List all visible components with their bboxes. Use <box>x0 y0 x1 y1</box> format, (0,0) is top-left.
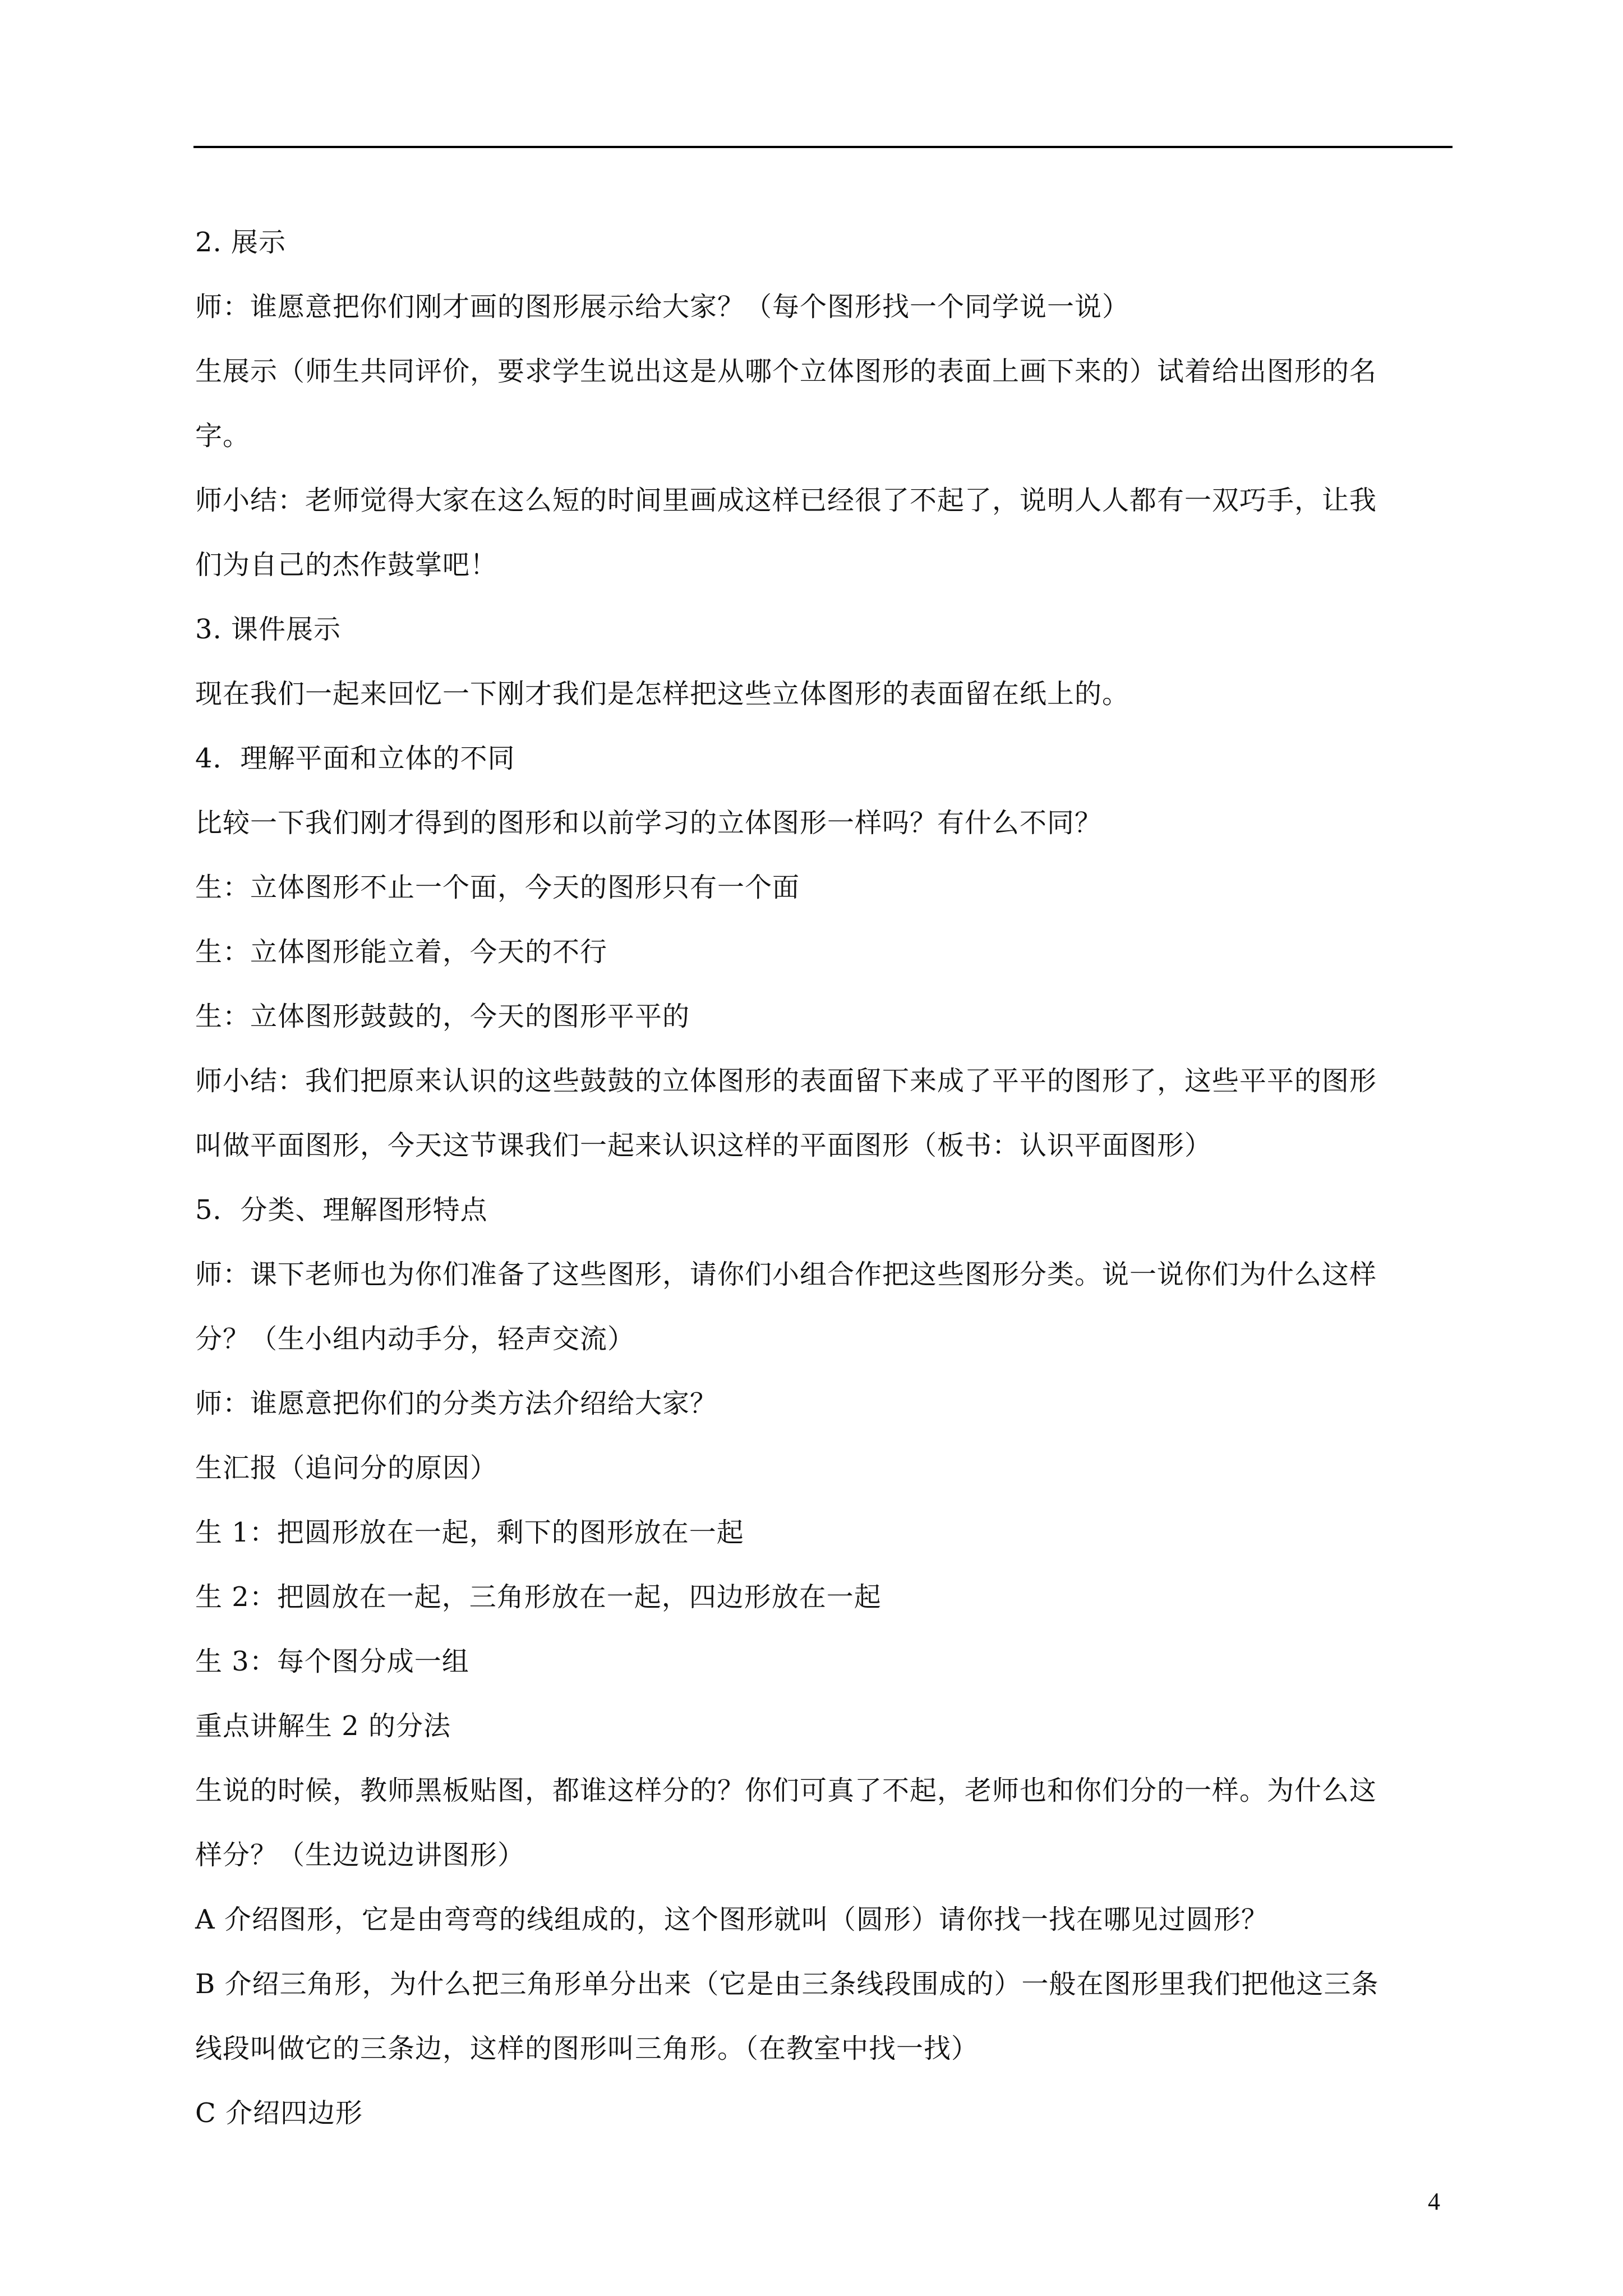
paragraph-line: 字。 <box>195 420 251 452</box>
paragraph-line: 师：课下老师也为你们准备了这些图形，请你们小组合作把这些图形分类。说一说你们为什么这样 <box>195 1259 1377 1290</box>
paragraph-line: 生：立体图形鼓鼓的，今天的图形平平的 <box>195 1001 690 1032</box>
paragraph-line: 分？（生小组内动手分，轻声交流） <box>195 1323 635 1355</box>
paragraph-line: 生 2：把圆放在一起，三角形放在一起，四边形放在一起 <box>195 1581 882 1613</box>
paragraph-line: B 介绍三角形，为什么把三角形单分出来（它是由三条线段围成的）一般在图形里我们把他这三条 <box>195 1968 1379 2000</box>
section-heading-5: 5．分类、理解图形特点 <box>195 1194 488 1226</box>
paragraph-line: 比较一下我们刚才得到的图形和以前学习的立体图形一样吗？有什么不同？ <box>195 807 1103 839</box>
paragraph-line: 生：立体图形能立着，今天的不行 <box>195 936 608 968</box>
paragraph-line: 现在我们一起来回忆一下刚才我们是怎样把这些立体图形的表面留在纸上的。 <box>195 678 1130 710</box>
paragraph-line: 师小结：我们把原来认识的这些鼓鼓的立体图形的表面留下来成了平平的图形了，这些平平的图形 <box>195 1065 1377 1097</box>
paragraph-line: A 介绍图形，它是由弯弯的线组成的，这个图形就叫（圆形）请你找一找在哪见过圆形？ <box>195 1904 1269 1935</box>
section-heading-2: 2. 展示 <box>195 227 287 258</box>
paragraph-line: 生说的时候，教师黑板贴图，都谁这样分的？你们可真了不起，老师也和你们分的一样。为什么这 <box>195 1775 1377 1806</box>
paragraph-line: 生汇报（追问分的原因） <box>195 1452 498 1484</box>
paragraph-line: 样分？（生边说边讲图形） <box>195 1839 525 1871</box>
paragraph-line: 重点讲解生 2 的分法 <box>195 1710 451 1742</box>
paragraph-line: 师：谁愿意把你们的分类方法介绍给大家？ <box>195 1388 718 1419</box>
section-heading-3: 3. 课件展示 <box>195 614 342 645</box>
paragraph-line: 生：立体图形不止一个面，今天的图形只有一个面 <box>195 872 800 903</box>
header-rule <box>193 146 1453 148</box>
paragraph-line: 生 1：把圆形放在一起，剩下的图形放在一起 <box>195 1517 744 1548</box>
paragraph-line: 师：谁愿意把你们刚才画的图形展示给大家？（每个图形找一个同学说一说） <box>195 291 1130 323</box>
paragraph-line: 生 3：每个图分成一组 <box>195 1646 469 1677</box>
paragraph-line: 线段叫做它的三条边，这样的图形叫三角形。（在教室中找一找） <box>195 2033 979 2064</box>
paragraph-line: 叫做平面图形，今天这节课我们一起来认识这样的平面图形（板书：认识平面图形） <box>195 1130 1212 1161</box>
paragraph-line: C 介绍四边形 <box>195 2097 363 2129</box>
paragraph-line: 师小结：老师觉得大家在这么短的时间里画成这样已经很了不起了，说明人人都有一双巧手，让我 <box>195 485 1377 516</box>
section-heading-4: 4．理解平面和立体的不同 <box>195 743 515 774</box>
paragraph-line: 生展示（师生共同评价，要求学生说出这是从哪个立体图形的表面上画下来的）试着给出图形的名 <box>195 356 1377 387</box>
paragraph-line: 们为自己的杰作鼓掌吧！ <box>195 549 498 581</box>
document-body <box>195 210 1451 2146</box>
page-number: 4 <box>1428 2188 1440 2215</box>
